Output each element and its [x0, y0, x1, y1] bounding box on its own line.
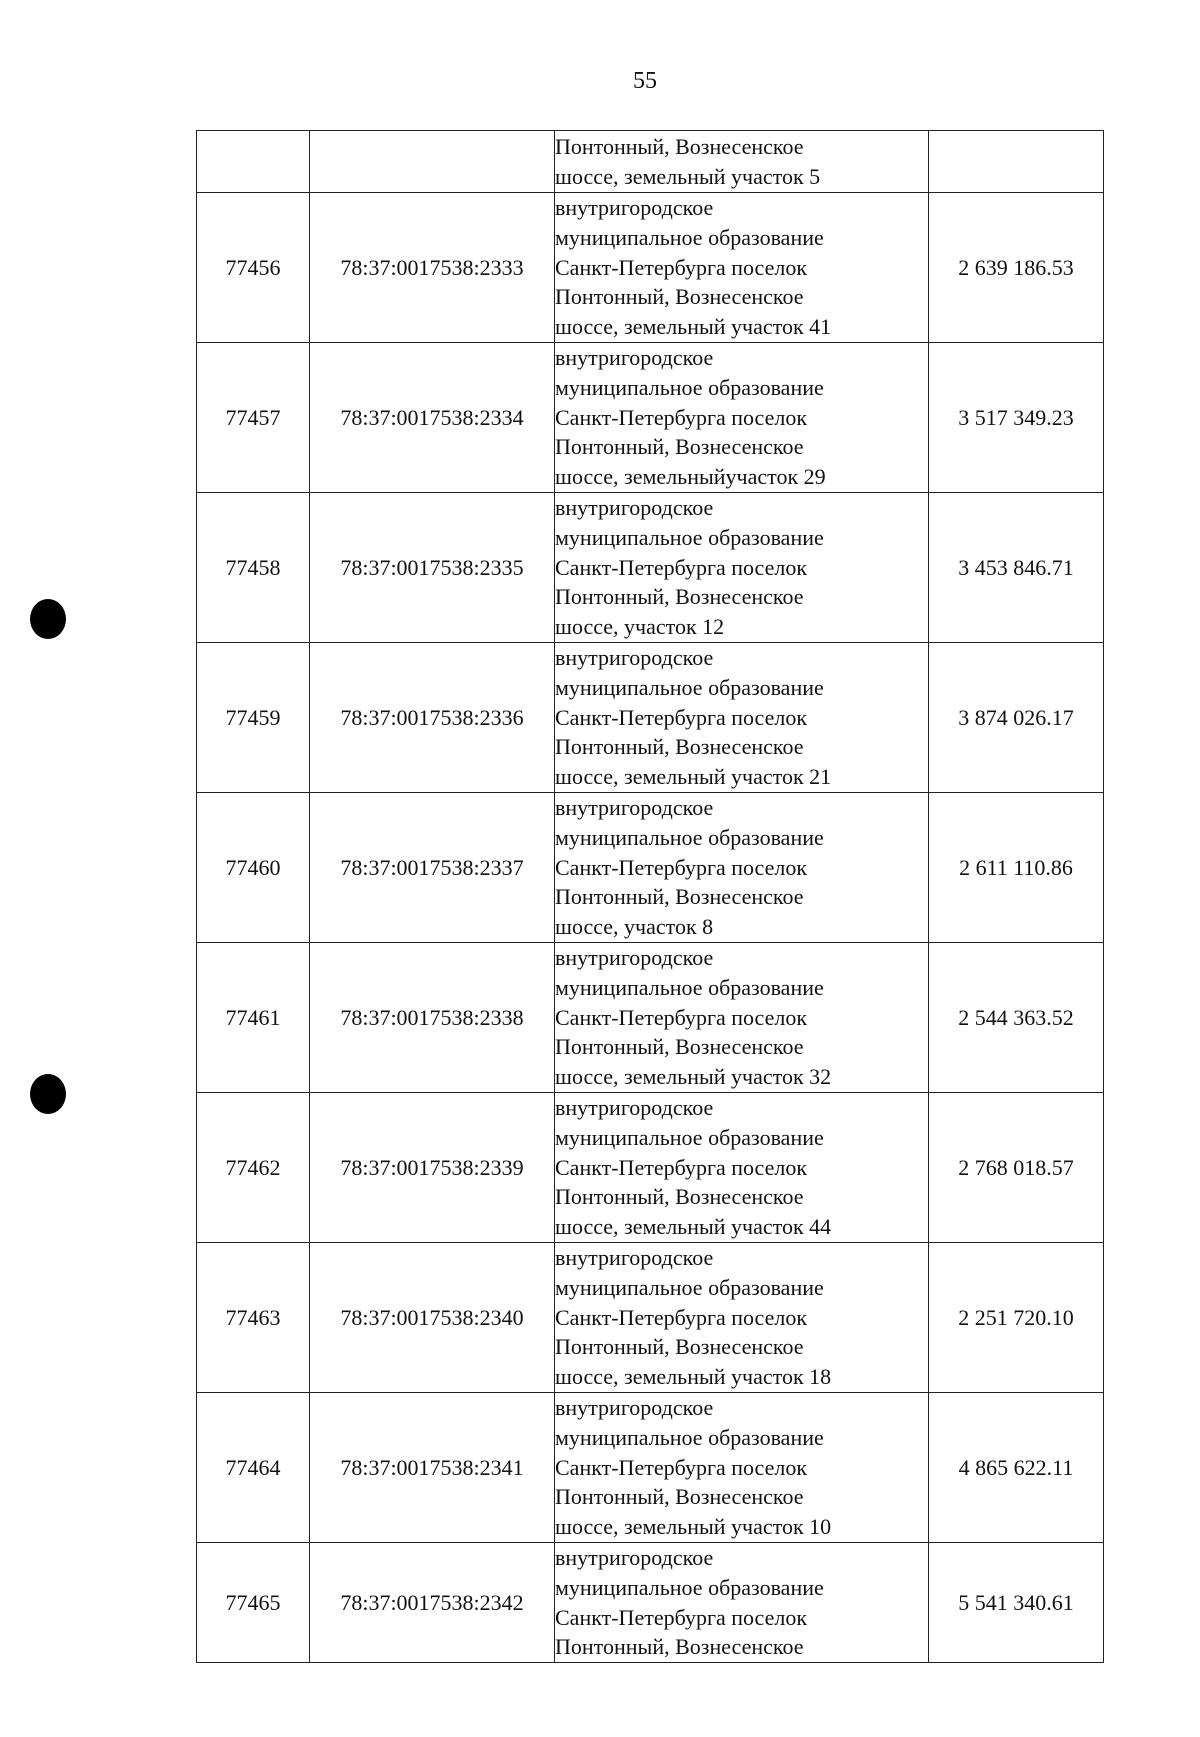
- row-number-cell: 77465: [197, 1543, 310, 1663]
- address-line: шоссе, земельныйучасток 29: [555, 464, 826, 490]
- table-row: [197, 193, 1104, 343]
- address-line: внутригородское: [555, 945, 714, 970]
- punch-hole-mark: [30, 1074, 66, 1114]
- value-cell: 3 517 349.23: [929, 343, 1104, 493]
- address-line: муниципальное образование: [555, 1424, 824, 1450]
- row-number-cell: 77458: [197, 493, 310, 643]
- address-line: Санкт-Петербурга поселок: [555, 1304, 808, 1330]
- address-line: внутригородское: [555, 1245, 714, 1270]
- address-line: Понтонный, Вознесенское: [555, 1634, 804, 1660]
- address-line: внутригородское: [555, 1095, 714, 1120]
- address-line: Санкт-Петербурга поселок: [555, 1004, 808, 1030]
- address-line: Понтонный, Вознесенское: [555, 584, 804, 610]
- address-line: Санкт-Петербурга поселок: [555, 1604, 808, 1630]
- address-line: Понтонный, Вознесенское: [555, 133, 804, 159]
- address-line: шоссе, участок 8: [555, 914, 714, 940]
- value-cell: 4 865 622.11: [929, 1393, 1104, 1543]
- address-line: муниципальное образование: [555, 1274, 824, 1300]
- address-cell: [555, 343, 929, 493]
- table-body: [197, 131, 1104, 1663]
- address-line: шоссе, земельный участок 41: [555, 314, 832, 340]
- cadastral-number-cell: 78:37:0017538:2337: [310, 793, 555, 943]
- address-line: внутригородское: [555, 1395, 714, 1420]
- table-row: [197, 1093, 1104, 1243]
- row-number-cell: [197, 131, 310, 193]
- table-row: [197, 343, 1104, 493]
- table-row: [197, 1393, 1104, 1543]
- address-line: внутригородское: [555, 795, 714, 820]
- address-line: внутригородское: [555, 1545, 714, 1570]
- table-row: [197, 1543, 1104, 1663]
- address-line: Санкт-Петербурга поселок: [555, 254, 808, 280]
- value-cell: 2 611 110.86: [929, 793, 1104, 943]
- table-row: [197, 493, 1104, 643]
- address-line: муниципальное образование: [555, 974, 824, 1000]
- address-line: шоссе, участок 12: [555, 614, 725, 640]
- punch-hole-mark: [30, 599, 66, 639]
- value-cell: 2 768 018.57: [929, 1093, 1104, 1243]
- address-line: шоссе, земельный участок 10: [555, 1514, 832, 1540]
- address-cell: [555, 131, 929, 193]
- address-cell: [555, 1093, 929, 1243]
- address-line: Понтонный, Вознесенское: [555, 734, 804, 760]
- value-cell: 2 544 363.52: [929, 943, 1104, 1093]
- table-row-continued: [197, 131, 1104, 193]
- value-cell: [929, 131, 1104, 193]
- address-line: внутригородское: [555, 495, 714, 520]
- address-line: Санкт-Петербурга поселок: [555, 1454, 808, 1480]
- cadastral-number-cell: 78:37:0017538:2335: [310, 493, 555, 643]
- row-number-cell: 77456: [197, 193, 310, 343]
- cadastral-number-cell: 78:37:0017538:2336: [310, 643, 555, 793]
- row-number-cell: 77462: [197, 1093, 310, 1243]
- cadastral-number-cell: 78:37:0017538:2340: [310, 1243, 555, 1393]
- address-cell: [555, 1543, 929, 1663]
- address-line: муниципальное образование: [555, 374, 824, 400]
- address-cell: [555, 1393, 929, 1543]
- page-number: 55: [633, 68, 657, 94]
- cadastral-number-cell: 78:37:0017538:2341: [310, 1393, 555, 1543]
- table-row: [197, 943, 1104, 1093]
- address-cell: [555, 793, 929, 943]
- row-number-cell: 77460: [197, 793, 310, 943]
- address-line: Понтонный, Вознесенское: [555, 1334, 804, 1360]
- cadastral-number-cell: [310, 131, 555, 193]
- address-line: шоссе, земельный участок 44: [555, 1214, 832, 1240]
- address-line: внутригородское: [555, 645, 714, 670]
- address-line: Понтонный, Вознесенское: [555, 1184, 804, 1210]
- address-line: внутригородское: [555, 345, 714, 370]
- value-cell: 2 251 720.10: [929, 1243, 1104, 1393]
- address-line: муниципальное образование: [555, 1574, 824, 1600]
- value-cell: 5 541 340.61: [929, 1543, 1104, 1663]
- address-line: Понтонный, Вознесенское: [555, 284, 804, 310]
- cadastral-number-cell: 78:37:0017538:2342: [310, 1543, 555, 1663]
- table-row: [197, 1243, 1104, 1393]
- cadastral-number-cell: 78:37:0017538:2333: [310, 193, 555, 343]
- address-line: муниципальное образование: [555, 824, 824, 850]
- address-line: Санкт-Петербурга поселок: [555, 704, 808, 730]
- row-number-cell: 77457: [197, 343, 310, 493]
- address-line: Санкт-Петербурга поселок: [555, 854, 808, 880]
- address-line: муниципальное образование: [555, 1124, 824, 1150]
- land-registry-table: [196, 130, 1104, 1663]
- address-cell: [555, 193, 929, 343]
- cadastral-number-cell: 78:37:0017538:2334: [310, 343, 555, 493]
- row-number-cell: 77459: [197, 643, 310, 793]
- table-row: [197, 643, 1104, 793]
- row-number-cell: 77463: [197, 1243, 310, 1393]
- row-number-cell: 77464: [197, 1393, 310, 1543]
- table-row: [197, 793, 1104, 943]
- address-line: шоссе, земельный участок 5: [555, 163, 821, 189]
- address-line: муниципальное образование: [555, 224, 824, 250]
- address-line: шоссе, земельный участок 32: [555, 1064, 832, 1090]
- value-cell: 3 874 026.17: [929, 643, 1104, 793]
- address-line: Санкт-Петербурга поселок: [555, 554, 808, 580]
- address-line: Понтонный, Вознесенское: [555, 1484, 804, 1510]
- address-line: Санкт-Петербурга поселок: [555, 1154, 808, 1180]
- value-cell: 2 639 186.53: [929, 193, 1104, 343]
- address-line: внутригородское: [555, 195, 714, 220]
- address-cell: [555, 1243, 929, 1393]
- address-line: Понтонный, Вознесенское: [555, 1034, 804, 1060]
- row-number-cell: 77461: [197, 943, 310, 1093]
- address-cell: [555, 493, 929, 643]
- address-cell: [555, 943, 929, 1093]
- address-line: муниципальное образование: [555, 524, 824, 550]
- address-line: Санкт-Петербурга поселок: [555, 404, 808, 430]
- address-cell: [555, 643, 929, 793]
- cadastral-number-cell: 78:37:0017538:2338: [310, 943, 555, 1093]
- address-line: Понтонный, Вознесенское: [555, 884, 804, 910]
- address-line: муниципальное образование: [555, 674, 824, 700]
- address-line: шоссе, земельный участок 18: [555, 1364, 832, 1390]
- value-cell: 3 453 846.71: [929, 493, 1104, 643]
- address-line: шоссе, земельный участок 21: [555, 764, 832, 790]
- address-line: Понтонный, Вознесенское: [555, 434, 804, 460]
- cadastral-number-cell: 78:37:0017538:2339: [310, 1093, 555, 1243]
